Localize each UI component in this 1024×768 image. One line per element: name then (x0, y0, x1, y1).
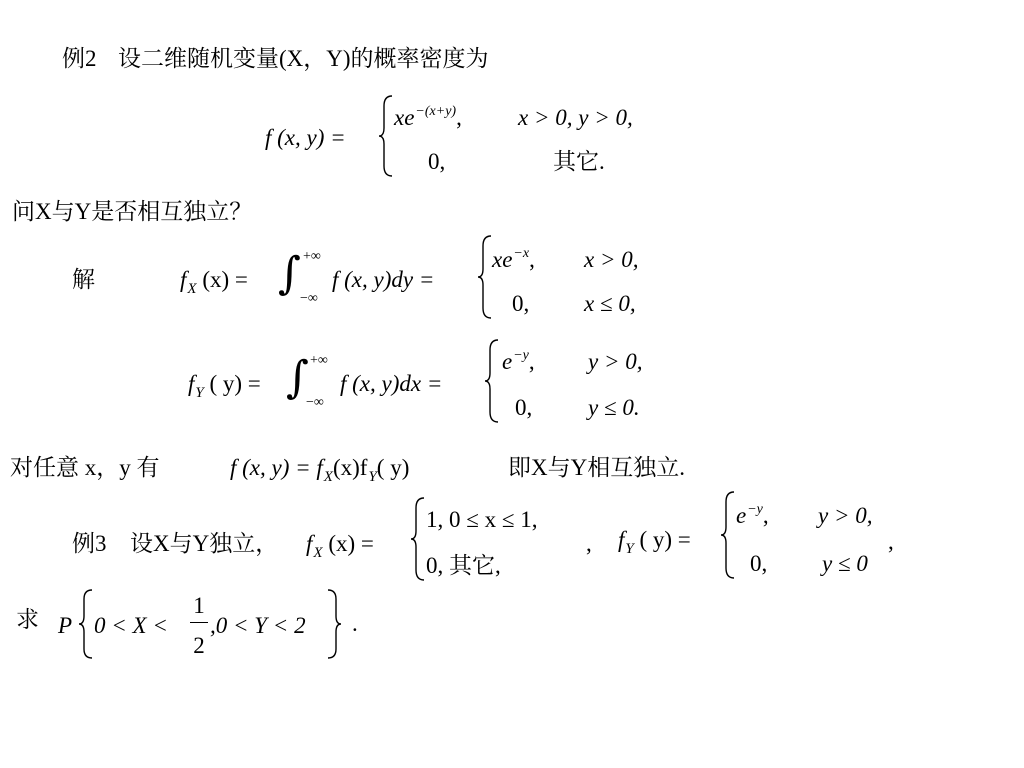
fy-lower-limit: −∞ (306, 395, 324, 410)
probability-symbol: P (58, 613, 73, 638)
fy-case2-condition: y ≤ 0. (588, 395, 640, 420)
ex3-fx-case2: 0, 其它, (426, 553, 501, 578)
fx-integrand: f (x, y)dy = (332, 267, 435, 292)
example3-label: 例3 (72, 531, 107, 556)
fx-lower-limit: −∞ (300, 291, 318, 306)
probability-right-brace (326, 588, 342, 660)
fraction-bar (190, 622, 208, 623)
ex3-fy-case2-expr: 0, (750, 551, 768, 576)
ex3-fy-left-brace (720, 490, 736, 580)
fy-case1-condition: y > 0, (588, 349, 643, 374)
ex3-trailing-comma: , (888, 529, 894, 554)
fy-left-brace (484, 338, 500, 424)
ex2-density-lhs: f (x, y) = (265, 125, 346, 150)
fy-marginal-lhs: $f_Y$ ( y) = (188, 371, 261, 401)
fx-integral-sign: ∫ (278, 248, 301, 299)
fy-case2-expr: 0, (515, 395, 533, 420)
example2-statement: 设二维随机变量(X，Y)的概率密度为 (118, 46, 489, 71)
fx-case2-condition: x ≤ 0, (584, 291, 636, 316)
fy-upper-limit: +∞ (310, 353, 328, 368)
fy-integral-sign: ∫ (286, 352, 309, 403)
fy-case1-expr: $e^{-y}$, (502, 348, 535, 374)
ex3-fy-case1-expr: $e^{-y}$, (736, 502, 769, 528)
fx-marginal-lhs: $f_X$ (x) = (180, 267, 248, 297)
ex3-fx-left-brace (410, 496, 426, 582)
fx-upper-limit: +∞ (303, 249, 321, 264)
ex2-case1-condition: x > 0, y > 0, (518, 105, 633, 130)
probability-left-brace (78, 588, 94, 660)
fx-case2-expr: 0, (512, 291, 530, 316)
fraction-numerator: 1 (193, 593, 205, 618)
example2-label: 例2 (62, 46, 97, 71)
find-label: 求 (16, 607, 39, 632)
conclusion-prefix: 对任意 x，y 有 (10, 455, 160, 480)
ex3-fy-lhs: $f_Y$ ( y) = (618, 527, 691, 557)
solution-label: 解 (72, 267, 95, 292)
probability-x-bounds: 0 < X < (94, 613, 168, 638)
fx-case1-condition: x > 0, (584, 247, 639, 272)
ex3-fx-case1: 1, 0 ≤ x ≤ 1, (426, 507, 538, 532)
fx-left-brace (477, 234, 493, 320)
ex3-fy-case1-condition: y > 0, (818, 503, 873, 528)
example3-statement: 设X与Y独立， (130, 531, 279, 556)
ex2-case2-condition: 其它. (553, 149, 605, 174)
conclusion-independence: 即X与Y相互独立. (508, 455, 685, 480)
probability-period: . (352, 611, 358, 636)
ex2-case1-expr: $xe^{-(x+y)}$, (394, 104, 462, 130)
conclusion-product-equation: f (x, $y) = f_X(x)f_Y$( y) (230, 455, 410, 485)
fraction-denominator: 2 (193, 633, 205, 658)
ex2-case2-expr: 0, (428, 149, 446, 174)
fy-integrand: f (x, y)dx = (340, 371, 443, 396)
fx-case1-expr: $xe^{-x}$, (492, 246, 535, 272)
ex3-fy-case2-condition: y ≤ 0 (822, 551, 868, 576)
probability-y-bounds: ,0 < Y < 2 (210, 613, 306, 638)
independence-question: 问X与Y是否相互独立？ (12, 199, 253, 224)
ex2-left-brace (378, 94, 394, 178)
ex3-separator-comma: , (586, 531, 592, 556)
ex3-fx-lhs: $f_X$ (x) = (306, 531, 374, 561)
